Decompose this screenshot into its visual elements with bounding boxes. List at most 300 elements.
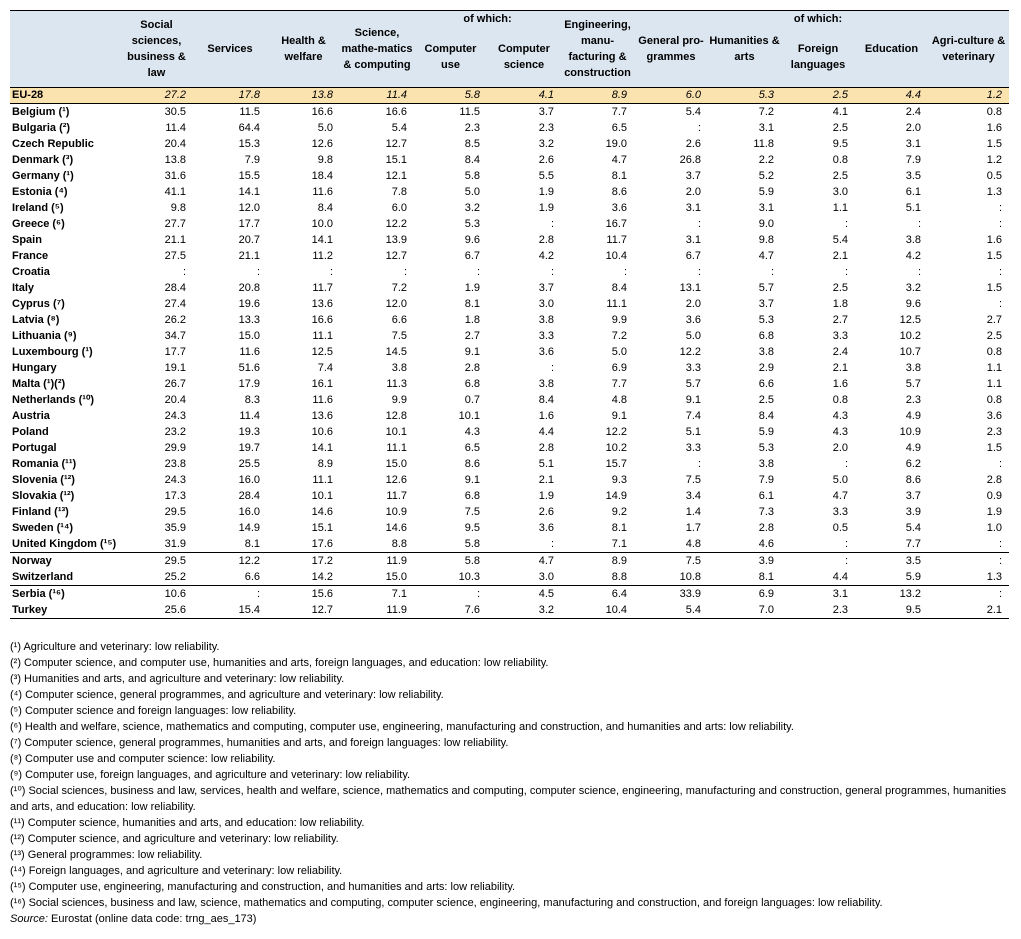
table-row [10,456,1009,472]
table-cell: 1.2 [928,88,1009,104]
table-cell: 27.2 [120,88,193,104]
table-cell: 2.0 [685,297,701,310]
table-cell: 4.4 [832,570,848,583]
table-cell: 14.1 [238,185,260,198]
row-label: Croatia [12,265,50,278]
table-cell: 9.1 [685,393,701,406]
table-cell: 29.5 [164,505,186,518]
table-cell: : [550,265,554,278]
table-cell: : [550,537,554,550]
table-cell: 7.8 [391,185,407,198]
table-cell: 30.5 [164,105,186,118]
table-cell: 3.8 [905,361,921,374]
table-cell: 31.9 [164,537,186,550]
group-header-of-which: of which: [414,11,561,28]
table-cell: 25.5 [238,457,260,470]
table-cell: 33.9 [634,586,708,603]
table-cell: 11.5 [239,105,260,118]
table-row [10,586,1009,603]
table-cell: 2.4 [832,345,848,358]
table-cell: 16.0 [238,473,260,486]
table-cell: 12.5 [311,345,333,358]
table-cell: 34.7 [164,329,186,342]
table-cell: 1.4 [685,505,701,518]
table-cell: 11.7 [386,489,407,502]
table-cell: 3.8 [538,313,554,326]
table-row [10,200,1009,216]
table-cell: 1.8 [832,297,848,310]
table-cell: 9.5 [464,521,480,534]
table-cell: 7.6 [414,602,487,619]
table-cell: 12.8 [385,409,407,422]
footnote: (¹) Agriculture and veterinary: low reliability. [10,641,220,653]
table-cell: 7.0 [708,602,781,619]
table-cell: 15.0 [238,329,260,342]
table-cell: 7.2 [391,281,407,294]
table-cell: 9.8 [317,153,333,166]
footnote: (¹³) General programmes: low reliability. [10,849,203,861]
table-cell: 16.6 [311,105,333,118]
table-cell: 4.7 [832,489,848,502]
table-cell: : [403,265,407,278]
table-cell: : [928,586,1009,603]
table-cell: 26.2 [164,313,186,326]
table-cell: 6.6 [391,313,407,326]
table-cell: 2.7 [832,313,848,326]
table-cell: 27.7 [164,217,186,230]
table-row [10,232,1009,248]
table-cell: 8.1 [611,169,627,182]
table-cell: 6.6 [758,377,774,390]
table-cell: : [697,121,701,134]
table-cell: 1.5 [986,249,1002,262]
table-cell: 9.6 [464,233,480,246]
table-cell: 10.1 [458,409,480,422]
table-row [10,312,1009,328]
table-cell: 2.0 [905,121,921,134]
table-cell: 7.7 [611,377,627,390]
table-cell: 5.3 [758,313,774,326]
table-cell: 5.4 [832,233,848,246]
table-cell: 10.9 [899,425,921,438]
table-cell: 1.0 [986,521,1002,534]
table-cell: 11.2 [312,249,333,262]
table-cell: 10.3 [458,570,480,583]
table-cell: 8.5 [464,137,480,150]
table-cell: 3.7 [538,105,554,118]
table-cell: 6.9 [708,586,781,603]
table-cell: 2.1 [832,249,848,262]
table-cell: 6.8 [464,377,480,390]
table-cell: 10.8 [679,570,701,583]
table-cell: 2.3 [905,393,921,406]
table-cell: 11.9 [340,553,414,570]
table-row [10,504,1009,520]
row-label: United Kingdom (¹⁵) [12,537,117,550]
table-cell: 21.1 [164,233,186,246]
table-cell: 8.8 [611,570,627,583]
footnote: (⁶) Health and welfare, science, mathematics and computing, computer use, engineering, manufacturing and construction, and humanities and arts: low reliability. [10,721,794,733]
table-cell: 6.0 [634,88,708,104]
table-cell: : [844,265,848,278]
table-cell: 6.2 [905,457,921,470]
table-cell: : [697,457,701,470]
table-cell: 20.4 [164,393,186,406]
table-cell: 3.1 [758,201,774,214]
table-row [10,553,1009,570]
table-row-eu-28 [10,88,1009,104]
table-body [10,88,1009,619]
table-cell: 5.0 [685,329,701,342]
table-cell: 2.8 [464,361,480,374]
table-cell: 6.7 [685,249,701,262]
footnote-list [10,639,1009,911]
table-cell: 6.1 [905,185,921,198]
table-cell: 19.7 [238,441,260,454]
table-cell: 51.6 [238,361,260,374]
table-cell: 2.7 [464,329,480,342]
table-cell: 12.2 [385,217,407,230]
table-cell: 15.0 [385,457,407,470]
table-cell: 14.5 [385,345,407,358]
table-cell: 6.1 [758,489,774,502]
table-cell: 28.4 [164,281,186,294]
table-cell: 7.7 [611,105,627,118]
row-label: Bulgaria (²) [12,121,71,134]
table-cell: 0.8 [832,153,848,166]
table-cell: 2.6 [685,137,701,150]
footnotes [10,639,1009,927]
table-cell: 4.9 [905,441,921,454]
column-header: General pro-grammes [634,11,708,88]
table-cell: 5.9 [758,185,774,198]
table-cell: 27.4 [164,297,186,310]
table-cell: : [476,265,480,278]
table-cell: 1.9 [538,489,554,502]
table-cell: 2.6 [538,153,554,166]
column-header: Computer use [414,27,487,88]
table-cell: : [550,217,554,230]
table-cell: 2.3 [464,121,480,134]
table-cell: 12.0 [385,297,407,310]
table-cell: 0.8 [832,393,848,406]
table-cell: 10.7 [899,345,921,358]
table-cell: 8.1 [758,570,774,583]
table-cell: 1.9 [464,281,480,294]
table-cell: 9.5 [832,137,848,150]
table-cell: 1.9 [986,505,1002,518]
table-cell: 19.3 [238,425,260,438]
row-label: Czech Republic [12,137,94,150]
table-cell: 19.0 [605,137,627,150]
row-label: Romania (¹¹) [12,457,77,470]
table-cell: 6.8 [464,489,480,502]
table-cell: 3.0 [538,570,554,583]
table-cell: 12.7 [267,602,340,619]
table-cell: 1.6 [986,121,1002,134]
table-container [10,10,1009,927]
table-cell: 18.4 [311,169,333,182]
table-cell: 3.5 [855,553,928,570]
row-label: Ireland (⁵) [12,201,64,214]
data-table [10,10,1009,619]
table-cell: 24.3 [164,409,186,422]
table-cell: 2.5 [986,329,1002,342]
table-row [10,408,1009,424]
table-cell: 9.2 [611,505,627,518]
table-cell: 13.1 [679,281,701,294]
table-cell: 5.0 [317,121,333,134]
table-cell: 0.8 [986,393,1002,406]
table-row [10,184,1009,200]
row-label: Sweden (¹⁴) [12,521,74,534]
table-cell: 1.5 [986,441,1002,454]
table-cell: 16.1 [311,377,333,390]
table-cell: 29.5 [120,553,193,570]
table-cell: 2.8 [986,473,1002,486]
table-cell: 7.3 [758,505,774,518]
table-cell: 3.5 [905,169,921,182]
row-label: Greece (⁶) [12,217,65,230]
footnote: (³) Humanities and arts, and agriculture and veterinary: low reliability. [10,673,345,685]
table-cell: 5.1 [905,201,921,214]
table-cell: 12.6 [385,473,407,486]
table-row [10,136,1009,152]
table-cell: 8.1 [464,297,480,310]
table-cell: : [998,265,1002,278]
table-cell: 11.4 [239,409,260,422]
table-cell: 8.4 [611,281,627,294]
table-cell: 5.9 [758,425,774,438]
table-cell: 2.2 [758,153,774,166]
table-cell: 12.2 [679,345,701,358]
group-header-of-which: of which: [781,11,855,28]
table-row [10,602,1009,619]
table-cell: 11.1 [312,329,333,342]
table-cell: 12.5 [899,313,921,326]
table-row [10,424,1009,440]
table-cell: 4.3 [832,409,848,422]
row-label: Hungary [12,361,57,374]
table-cell: 41.1 [164,185,186,198]
row-label: Luxembourg (¹) [12,345,93,358]
table-cell: 8.4 [758,409,774,422]
table-cell: 5.0 [832,473,848,486]
table-cell: 5.7 [685,377,701,390]
table-cell: 7.7 [905,537,921,550]
table-cell: 4.8 [611,393,627,406]
table-cell: : [193,586,267,603]
table-cell: 10.6 [120,586,193,603]
table-cell: 5.1 [685,425,701,438]
table-cell: : [623,265,627,278]
footnote: (⁷) Computer science, general programmes, humanities and arts, and foreign languages: low reliability. [10,737,509,749]
table-cell: 4.2 [538,249,554,262]
table-cell: 8.4 [317,201,333,214]
table-cell: 6.7 [464,249,480,262]
table-cell: 1.3 [986,570,1002,583]
row-label: Cyprus (⁷) [12,297,65,310]
table-cell: 3.6 [611,201,627,214]
table-cell: 3.8 [758,457,774,470]
footnote: (¹⁵) Computer use, engineering, manufacturing and construction, and humanities and arts: low reliability. [10,881,516,893]
table-cell: 4.6 [758,537,774,550]
table-cell: 3.2 [905,281,921,294]
table-cell: 15.5 [238,169,260,182]
table-cell: : [697,265,701,278]
column-header: Agri-culture & veterinary [928,11,1009,88]
row-label: Lithuania (⁹) [12,329,77,342]
table-cell: 4.7 [487,553,561,570]
table-cell: 17.7 [164,345,186,358]
table-cell: 2.5 [781,88,855,104]
table-cell: 10.2 [605,441,627,454]
table-row [10,392,1009,408]
table-cell: 15.1 [311,521,333,534]
row-label: Finland (¹³) [12,505,69,518]
table-cell: 4.4 [538,425,554,438]
table-cell: 5.1 [538,457,554,470]
table-cell: 11.6 [312,185,333,198]
table-cell: 12.2 [193,553,267,570]
table-cell: 1.5 [986,281,1002,294]
table-cell: 10.9 [385,505,407,518]
table-cell: 3.3 [832,505,848,518]
table-cell: 3.7 [538,281,554,294]
table-cell: 8.9 [317,457,333,470]
table-cell: 17.6 [311,537,333,550]
table-cell: 3.7 [685,169,701,182]
table-cell: 8.1 [611,521,627,534]
table-cell: 20.8 [238,281,260,294]
table-cell: 17.9 [238,377,260,390]
footnote: (⁸) Computer use and computer science: low reliability. [10,753,276,765]
table-cell: 11.1 [606,297,627,310]
table-row [10,280,1009,296]
table-cell: 7.1 [340,586,414,603]
column-header: Education [855,11,928,88]
table-cell: 10.6 [311,425,333,438]
table-cell: 2.5 [832,169,848,182]
table-cell: 1.2 [986,153,1002,166]
table-cell: 3.1 [781,586,855,603]
table-cell: 7.2 [758,105,774,118]
table-cell: 27.5 [164,249,186,262]
table-cell: 7.5 [391,329,407,342]
header-blank-cell [10,11,120,88]
table-cell: 0.8 [986,105,1002,118]
table-cell: 1.6 [538,409,554,422]
table-cell: 2.3 [986,425,1002,438]
table-cell: 5.2 [758,169,774,182]
table-cell: 3.1 [685,201,701,214]
table-cell: 5.4 [391,121,407,134]
table-cell: 15.6 [267,586,340,603]
table-cell: 3.0 [832,185,848,198]
table-cell: : [917,265,921,278]
table-cell: 3.9 [905,505,921,518]
table-cell: 12.0 [238,201,260,214]
table-cell: : [844,217,848,230]
table-cell: 5.7 [758,281,774,294]
column-header: Science, mathe-matics & computing [340,11,414,88]
table-cell: 19.6 [238,297,260,310]
table-cell: 5.0 [464,185,480,198]
table-cell: 3.8 [538,377,554,390]
table-cell: 3.8 [758,345,774,358]
table-cell: 16.6 [385,105,407,118]
table-cell: 7.5 [634,553,708,570]
footnote: (⁴) Computer science, general programmes, and agriculture and veterinary: low reliability. [10,689,444,701]
table-cell: 1.1 [986,377,1002,390]
table-cell: 5.9 [905,570,921,583]
footnote: (¹⁰) Social sciences, business and law, services, health and welfare, science, mathematics and computing, computer science, engineering, manufacturing and construction, general programmes, humanities and arts, and education: low reliability. [10,785,1007,813]
table-cell: : [928,553,1009,570]
table-cell: 0.5 [986,169,1002,182]
table-cell: 1.8 [464,313,480,326]
table-cell: 8.6 [611,185,627,198]
table-cell: 12.6 [311,137,333,150]
table-cell: 0.8 [986,345,1002,358]
table-cell: 6.5 [611,121,627,134]
table-cell: 9.0 [758,217,774,230]
table-cell: 2.8 [538,233,554,246]
table-cell: : [770,265,774,278]
table-cell: 14.6 [311,505,333,518]
table-cell: 23.8 [164,457,186,470]
table-cell: 3.1 [685,233,701,246]
table-cell: 10.4 [605,249,627,262]
table-cell: 31.6 [164,169,186,182]
table-header [10,11,1009,88]
table-row [10,152,1009,168]
table-cell: 11.1 [312,473,333,486]
table-cell: 14.1 [311,441,333,454]
table-cell: 13.8 [164,153,186,166]
table-cell: 25.6 [120,602,193,619]
table-cell: 13.6 [311,409,333,422]
table-cell: 29.9 [164,441,186,454]
table-cell: 5.4 [685,105,701,118]
footnote: (⁵) Computer science and foreign languages: low reliability. [10,705,297,717]
table-cell: 5.8 [414,553,487,570]
table-cell: 5.0 [611,345,627,358]
table-cell: 16.7 [605,217,627,230]
table-cell: 3.2 [538,137,554,150]
table-cell: 7.4 [685,409,701,422]
table-cell: 9.3 [611,473,627,486]
table-cell: 8.9 [561,88,634,104]
table-cell: 25.2 [164,570,186,583]
table-cell: 11.1 [386,441,407,454]
table-cell: 35.9 [164,521,186,534]
table-cell: 10.1 [311,489,333,502]
source-label: Source: [10,913,48,925]
table-cell: 17.7 [238,217,260,230]
table-cell: 4.1 [487,88,561,104]
table-cell: 3.1 [905,137,921,150]
table-row [10,360,1009,376]
table-cell: 9.1 [464,345,480,358]
table-cell: 14.6 [385,521,407,534]
table-cell: 2.0 [832,441,848,454]
table-cell: 7.5 [685,473,701,486]
table-cell: : [781,553,855,570]
table-cell: : [998,201,1002,214]
table-cell: 24.3 [164,473,186,486]
table-cell: 3.1 [758,121,774,134]
table-cell: 7.1 [611,537,627,550]
